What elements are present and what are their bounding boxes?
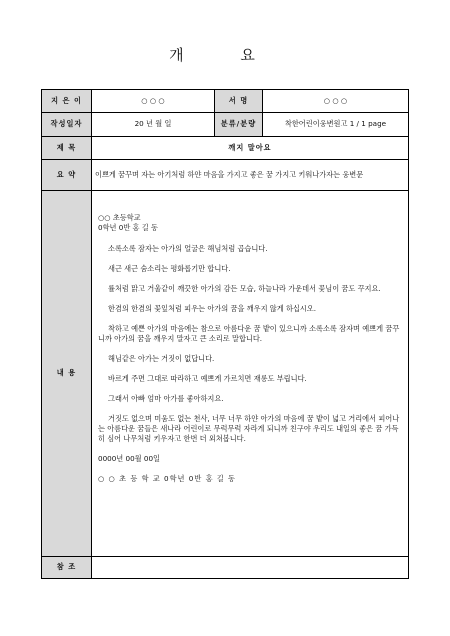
content-closing-signature: ○ ○ 초 등 학 교 0학년 0반 홍 길 동 bbox=[98, 474, 236, 483]
content-paragraph: 률처럼 맑고 거울같이 깨끗한 아가의 감든 모습, 하늘나라 가운데서 꽃님이 꿈도 꾸지요. bbox=[108, 284, 381, 293]
content-closing-date: 0000년 00월 00일 bbox=[98, 454, 160, 463]
category-label: 분류/분량 bbox=[215, 113, 263, 137]
content-row bbox=[42, 191, 409, 557]
date-label: 작성일자 bbox=[42, 113, 92, 137]
date-value[interactable]: 20 년 월 일 bbox=[92, 113, 215, 137]
reference-label: 참 조 bbox=[42, 557, 92, 579]
subject-value[interactable]: 깨지 말아요 bbox=[92, 137, 409, 160]
content-paragraph: 바르게 주면 그대로 따라하고 예쁘게 가르치면 재롱도 부립니다. bbox=[108, 374, 307, 383]
content-student: 0학년 0반 홍 길 동 bbox=[98, 223, 158, 232]
summary-row bbox=[42, 160, 409, 191]
author-label: 지 은 이 bbox=[42, 90, 92, 113]
reference-value[interactable] bbox=[92, 557, 409, 579]
content-label: 내 용 bbox=[42, 191, 92, 557]
date-row bbox=[42, 113, 409, 137]
outline-form-table bbox=[41, 89, 409, 579]
signature-value[interactable]: ○ ○ ○ bbox=[263, 90, 409, 113]
page-title: 개 요 bbox=[169, 46, 281, 64]
content-paragraph: 착하고 예쁜 아가의 마음에는 참으로 아름다운 꿈 밭이 있으니까 소록소록 잠자며 예쁘게 꿈꾸니까 아가의 꿈을 깨우지 말자고 큰 소리로 말합니다. bbox=[98, 324, 400, 343]
author-row bbox=[42, 90, 409, 113]
subject-row bbox=[42, 137, 409, 160]
summary-label: 요 약 bbox=[42, 160, 92, 191]
content-paragraph: 한겸의 한겸의 꽃잎처럼 피우는 아가의 꿈을 깨우지 않게 하십시오. bbox=[108, 304, 317, 313]
content-paragraph: 그래서 아빠 엄마 아가를 좋아하지요. bbox=[108, 394, 224, 403]
content-paragraph: 해님같은 아가는 거짓이 없답니다. bbox=[108, 354, 215, 363]
author-value[interactable]: ○ ○ ○ bbox=[92, 90, 215, 113]
subject-label: 제 목 bbox=[42, 137, 92, 160]
content-paragraph: 소록소록 잠자는 아가의 얼굴은 해님처럼 곱습니다. bbox=[108, 244, 268, 253]
signature-label: 서 명 bbox=[215, 90, 263, 113]
content-paragraph: 거짓도 없으며 미움도 없는 천사, 너무 너무 하얀 아가의 마음에 꿈 밭이 넓고 거리에서 피어나는 아름다운 꿈들은 새나라 어린이로 무럭무럭 자라게 되니까 친구야 우리도 내일의 좋은 꿈 가득히 심어 나무처럼 키우자고 한번 더 외쳐봅니다. bbox=[98, 414, 400, 443]
content-paragraph: 새근 새근 숨소리는 평화롭기만 합니다. bbox=[108, 264, 231, 273]
content-body[interactable] bbox=[92, 191, 409, 557]
summary-value[interactable]: 이쁘게 꿈꾸며 자는 아기처럼 하얀 마음을 가지고 좋은 꿈 가지고 키워나가자는 웅변문 bbox=[92, 160, 409, 191]
category-value[interactable]: 착한어린이웅변원고 1 / 1 page bbox=[263, 113, 409, 137]
content-school: ○○ 초등학교 bbox=[98, 213, 141, 222]
reference-row bbox=[42, 557, 409, 579]
